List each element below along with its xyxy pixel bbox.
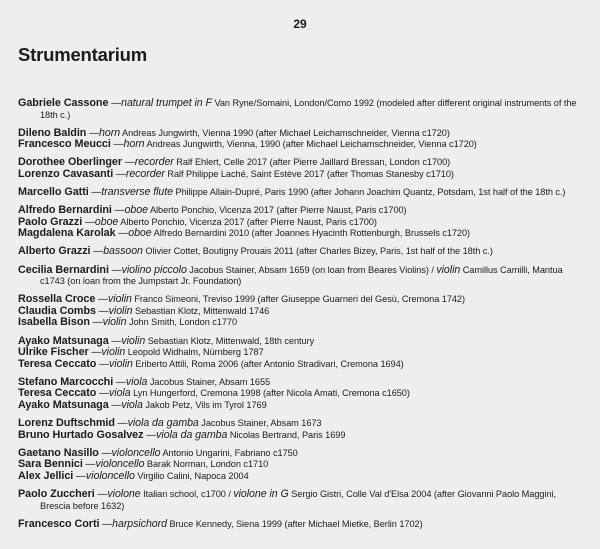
- performer-entry: [18, 294, 588, 306]
- performer-name: Lorenz Duftschmid: [18, 417, 115, 430]
- performer-entry: [18, 265, 588, 288]
- performer-group: [18, 265, 588, 288]
- instrument-name: viola da gamba: [156, 428, 228, 441]
- instrument-name: recorder: [125, 167, 165, 180]
- em-dash-separator: —: [99, 518, 113, 530]
- em-dash-separator: —: [122, 157, 135, 169]
- instrument-name: horn: [99, 126, 121, 139]
- performer-name: Alfredo Bernardini: [18, 204, 112, 217]
- em-dash-separator: —: [96, 388, 110, 400]
- performer-name: Isabella Bison: [18, 316, 90, 329]
- performer-entry: [18, 430, 588, 442]
- performer-entry: [18, 317, 588, 329]
- em-dash-separator: —: [95, 294, 109, 306]
- em-dash-separator: —: [108, 98, 122, 109]
- instrument-name: oboe: [128, 227, 152, 240]
- instrument-name: oboe: [124, 204, 148, 217]
- performer-group: [18, 187, 588, 199]
- instrument-name: violone: [107, 488, 141, 501]
- performer-name: Alberto Grazzi: [18, 245, 91, 258]
- performer-group: [18, 489, 588, 512]
- performer-name: Magdalena Karolak: [18, 227, 116, 240]
- em-dash-separator: —: [113, 168, 126, 180]
- performer-group: [18, 448, 588, 483]
- performer-group: [18, 418, 588, 441]
- instrument-name: viola da gamba: [127, 417, 199, 430]
- performer-name: Claudia Combs: [18, 304, 96, 317]
- performer-name: Bruno Hurtado Gosalvez: [18, 428, 144, 441]
- instrument-name: violin: [101, 346, 126, 359]
- em-dash-separator: —: [86, 127, 100, 139]
- em-dash-separator: —: [95, 305, 109, 317]
- instrument-details: Bruce Kennedy, Siena 1999 (after Michael Mietke, Berlin 1702): [166, 518, 423, 529]
- performer-entry: [18, 471, 588, 483]
- performer-name: Stefano Marcocchi: [18, 375, 114, 388]
- instrument-name: violin: [121, 334, 146, 347]
- performer-group: [18, 519, 588, 531]
- performer-group: [18, 98, 588, 121]
- performer-entry: [18, 187, 588, 199]
- instrument-name: violoncello: [111, 446, 161, 459]
- performer-name: Teresa Ceccato: [18, 387, 97, 400]
- instrument-details: Sebastian Klotz, Mittenwald, 18th century: [145, 335, 315, 346]
- instrument-details: Alfredo Bernardini 2010 (after Joannes Hyacinth Rottenburgh, Brussels c1720): [151, 228, 471, 239]
- em-dash-separator: —: [82, 459, 96, 471]
- em-dash-separator: —: [94, 489, 108, 501]
- performer-entry: [18, 228, 588, 240]
- instrument-name: violoncello: [85, 469, 135, 482]
- instrument-details: Jacobus Stainer, Absam 1655: [147, 376, 271, 387]
- em-dash-separator: —: [89, 317, 103, 329]
- performer-name: Francesco Meucci: [18, 138, 111, 151]
- performer-name: Marcello Gatti: [18, 186, 89, 199]
- em-dash-separator: —: [90, 246, 104, 258]
- instrument-details: Leopold Widhalm, Nürnberg 1787: [125, 347, 264, 358]
- performer-name: Dileno Baldin: [18, 126, 87, 139]
- instrument-name: horn: [123, 138, 145, 151]
- performer-entry: [18, 519, 588, 531]
- performer-group: [18, 128, 588, 151]
- em-dash-separator: —: [82, 216, 95, 228]
- instrument-details: Sergio Gistri, Colle Val d'Elsa 2004 (after Giovanni Paolo Maggini, Brescia before 1632): [40, 489, 557, 511]
- instrument-details: Camillus Camilli, Mantua c1743 (on loan from the Jumpstart Jr. Foundation): [40, 264, 563, 287]
- instrument-details: Ralf Philippe Laché, Saint Estève 2017 (after Thomas Stanesby c1710): [164, 168, 454, 179]
- instrument-name: viola: [125, 375, 148, 388]
- instrument-name: violoncello: [95, 458, 145, 471]
- em-dash-separator: —: [88, 347, 102, 359]
- instrument-details: Van Ryne/Somaini, London/Como 1992 (modeled after different original instruments of the 18th c.): [40, 98, 577, 120]
- em-dash-separator: —: [98, 447, 112, 459]
- instrument-details: Nicolas Bertrand, Paris 1699: [227, 429, 346, 440]
- instrument-details: Jakob Petz, Vils im Tyrol 1769: [142, 399, 267, 410]
- performer-name: Sara Bennici: [18, 458, 83, 471]
- instrument-details: Eriberto Attili, Roma 2006 (after Antonio Stradivari, Cremona 1694): [132, 358, 404, 369]
- instrument-details: Barak Norman, London c1710: [144, 459, 269, 470]
- performer-entry: [18, 489, 588, 512]
- instrument-details: Alberto Ponchio, Vicenza 2017 (after Pierre Naust, Paris c1700): [147, 205, 407, 216]
- performer-name: Paolo Zuccheri: [18, 488, 95, 501]
- performer-name: Dorothee Oberlinger: [18, 156, 123, 169]
- em-dash-separator: —: [73, 470, 86, 482]
- performer-entry: [18, 246, 588, 258]
- instrument-list: [18, 98, 588, 537]
- performer-name: Lorenzo Cavasanti: [18, 167, 114, 180]
- instrument-details: Jacobus Stainer, Absam 1673: [198, 418, 322, 429]
- performer-group: [18, 336, 588, 371]
- performer-entry: [18, 359, 588, 371]
- performer-name: Paolo Grazzi: [18, 215, 83, 228]
- em-dash-separator: —: [143, 429, 157, 441]
- performer-entry: [18, 139, 588, 151]
- instrument-name: violone in G: [233, 488, 289, 501]
- instrument-details: Jacobus Stainer, Absam 1659 (on loan from Beares Violins) /: [186, 264, 437, 275]
- instrument-name: violin: [436, 263, 461, 276]
- em-dash-separator: —: [113, 376, 126, 388]
- instrument-name: violin: [102, 316, 127, 329]
- performer-entry: [18, 98, 588, 121]
- instrument-details: Italian school, c1700 /: [140, 489, 234, 500]
- performer-group: [18, 377, 588, 412]
- performer-name: Gaetano Nasillo: [18, 446, 99, 459]
- instrument-details: Andreas Jungwirth, Vienna, 1990 (after Michael Leichamschneider, Vienna c1720): [144, 139, 477, 150]
- em-dash-separator: —: [115, 228, 129, 240]
- instrument-details: Lyn Hungerford, Cremona 1998 (after Nicola Amati, Cremona c1650): [130, 388, 410, 399]
- performer-name: Gabriele Cassone: [18, 97, 109, 109]
- instrument-details: Andreas Jungwirth, Vienna 1990 (after Michael Leichamschneider, Vienna c1720): [120, 127, 450, 138]
- performer-name: Rossella Croce: [18, 293, 96, 306]
- performer-group: [18, 205, 588, 240]
- em-dash-separator: —: [108, 335, 122, 347]
- performer-group: [18, 246, 588, 258]
- instrument-details: Antonio Ungarini, Fabriano c1750: [160, 447, 298, 458]
- instrument-details: Sebastian Klotz, Mittenwald 1746: [132, 305, 270, 316]
- em-dash-separator: —: [96, 358, 110, 370]
- em-dash-separator: —: [114, 418, 128, 430]
- instrument-name: viola: [109, 387, 131, 400]
- performer-group: [18, 294, 588, 329]
- performer-name: Ulrike Fischer: [18, 346, 89, 359]
- instrument-name: transverse flute: [101, 186, 174, 199]
- instrument-name: bassoon: [103, 245, 143, 258]
- instrument-name: recorder: [134, 156, 174, 169]
- em-dash-separator: —: [88, 187, 102, 199]
- em-dash-separator: —: [110, 139, 124, 151]
- performer-name: Alex Jellici: [18, 469, 74, 482]
- instrument-name: natural trumpet in F: [121, 97, 212, 109]
- em-dash-separator: —: [108, 399, 122, 411]
- instrument-details: Olivier Cottet, Boutigny Prouais 2011 (after Charles Bizey, Paris, 1st half of the 18th c.): [142, 246, 493, 257]
- performer-entry: [18, 400, 588, 412]
- page-number: 29: [293, 17, 307, 31]
- em-dash-separator: —: [108, 264, 122, 276]
- instrument-details: Ralf Ehlert, Celle 2017 (after Pierre Jaillard Bressan, London c1700): [173, 157, 451, 168]
- instrument-name: viola: [121, 398, 143, 411]
- performer-group: [18, 157, 588, 180]
- instrument-details: John Smith, London c1770: [126, 317, 238, 328]
- instrument-name: violin: [108, 304, 133, 317]
- performer-name: Cecilia Bernardini: [18, 263, 109, 276]
- performer-name: Francesco Corti: [18, 517, 100, 530]
- instrument-details: Virgilio Calini, Napoca 2004: [134, 470, 249, 481]
- instrument-details: Alberto Ponchio, Vicenza 2017 (after Pierre Naust, Paris c1700): [118, 216, 377, 227]
- performer-entry: [18, 169, 588, 181]
- performer-name: Ayako Matsunaga: [18, 334, 109, 347]
- instrument-name: violino piccolo: [121, 263, 187, 276]
- page-title: Strumentarium: [18, 44, 147, 65]
- performer-name: Teresa Ceccato: [18, 357, 97, 370]
- instrument-name: violin: [109, 357, 133, 370]
- instrument-name: harpsichord: [112, 517, 167, 530]
- instrument-name: oboe: [94, 215, 119, 228]
- em-dash-separator: —: [111, 205, 125, 217]
- instrument-name: violin: [108, 293, 132, 306]
- performer-entry: [18, 347, 588, 359]
- instrument-details: Philippe Allain-Dupré, Paris 1990 (after Johann Joachim Quantz, Potsdam, 1st half of the 18th c.): [173, 187, 566, 198]
- performer-entry: [18, 377, 588, 389]
- instrument-details: Franco Simeoni, Treviso 1999 (after Giuseppe Guarneri del Gesù, Cremona 1742): [131, 294, 466, 305]
- performer-name: Ayako Matsunaga: [18, 398, 109, 411]
